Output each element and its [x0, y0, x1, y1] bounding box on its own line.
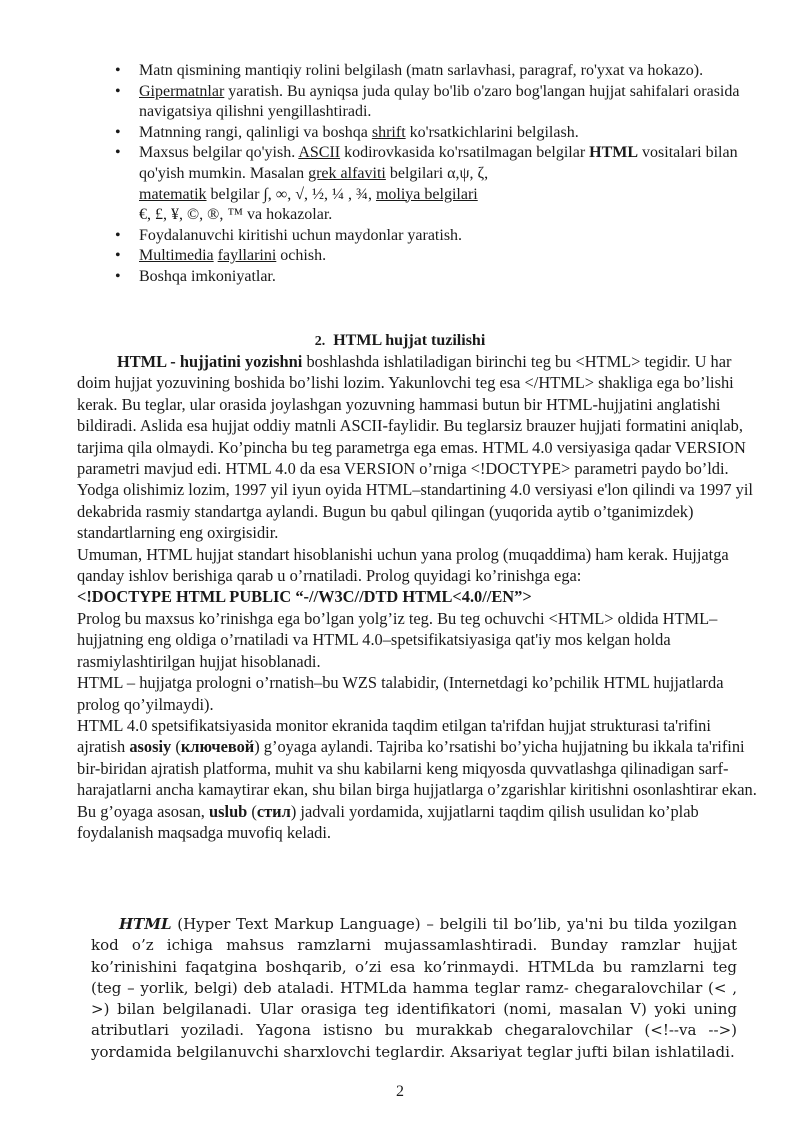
list-item: [115, 61, 745, 82]
paragraph: [77, 351, 760, 544]
list-item: [115, 267, 745, 288]
bullet-icon: •: [115, 267, 121, 285]
paragraph: Umuman, HTML hujjat standart hisoblanishi uchun yana prolog (muqaddima) ham kerak. Hujjatga qanday ishlov berishiga qarab u o’rnatiladi. Prolog quyidagi ko’rinishga ega:: [77, 544, 729, 586]
list-item: [115, 123, 745, 144]
bullet-icon: •: [115, 123, 121, 141]
list-item-text: Boshqa imkoniyatlar.: [139, 267, 276, 285]
list-item-text: kodirovkasida ko'rsatilmagan belgilar: [340, 144, 590, 162]
list-item-text: €, £, ¥, ©, ®, ™ va hokazolar.: [139, 206, 333, 224]
paragraph: Prolog bu maxsus ko’rinishga ega bo’lgan yolg’iz teg. Bu teg ochuvchi <HTML> oldida HTML–hujjatning eng oldiga o’rnatiladi va HTML 4.0–spetsifikatsiyasiga qat'iy mos kelgan holda rasmiylashtirilgan hujjat hisoblanadi.: [77, 608, 718, 671]
bold-term: asosiy: [129, 737, 172, 757]
list-item-text: Maxsus belgilar qo'yish.: [139, 144, 299, 162]
list-item-text: Matn qismining mantiqiy rolini belgilash (matn sarlavhasi, paragraf, ro'yxat va hokazo).: [139, 62, 704, 79]
paragraph-text: ) g’oyaga aylandi. Tajriba ko’rsatishi bo’yicha hujjatning bu ikkala ta'rifini bir-biridan ajratish platforma, muhit va shu kabilarni keng miqyosda quvvatlashga qilinadigan sarf-harajatlarni ancha kamaytirar ekan, shu bilan birga hujjatlarga o’zgarishlar kiritishni osonlashtirar ekan. Bu g’oyaga asosan,: [77, 737, 757, 821]
list-item-text: ko'rsatkichlarini belgilash.: [405, 123, 579, 141]
paragraph-text: (: [171, 737, 181, 757]
paragraph-text: HTML 4.0 spetsifikatsiyasida monitor ekranida taqdim etilgan ta'rifdan hujjat strukturasi ta'rifini ajratish: [77, 715, 711, 757]
list-item: [115, 226, 745, 247]
bullet-icon: •: [115, 62, 121, 79]
link-multimedia[interactable]: Multimedia: [139, 247, 214, 265]
link-moliya-belgilari[interactable]: moliya belgilari: [375, 185, 478, 203]
body-text: [77, 351, 760, 843]
bold-term: ключевой: [180, 737, 255, 757]
section-heading: [0, 332, 800, 350]
list-item: [115, 246, 745, 267]
bullet-icon: •: [115, 247, 121, 265]
definition-term: HTML: [119, 915, 172, 933]
list-item-text: ochish.: [276, 247, 327, 265]
list-item-text: Foydalanuvchi kiritishi uchun maydonlar yaratish.: [139, 226, 463, 244]
list-item-text: yaratish. Bu ayniqsa juda qulay bo'lib o'zaro bog'langan hujjat sahifalari orasida navigatsiya qilishni yengillashtiradi.: [139, 82, 740, 121]
link-grek-alfaviti[interactable]: grek alfaviti: [308, 164, 386, 182]
paragraph: [91, 914, 737, 1063]
doctype-code-text: <!DOCTYPE HTML PUBLIC “-//W3C//DTD HTML<4.0//EN”>: [77, 587, 532, 607]
paragraph: [77, 715, 760, 843]
list-item-text: vositalari bilan qo'yish mumkin. Masalan: [139, 144, 738, 182]
bold-term: uslub: [209, 801, 248, 821]
section-title: HTML hujjat tuzilishi: [333, 332, 486, 349]
bullet-icon: •: [115, 82, 121, 100]
doctype-code: [77, 586, 760, 607]
section-number: 2.: [314, 334, 326, 349]
link-ascii[interactable]: ASCII: [298, 144, 341, 162]
paragraph-text: (Hyper Text Markup Language) – belgili til bo’lib, ya'ni bu tilda yozilgan kod o’z ichiga mahsus ramzlarni mujassamlashtiradi. Bunday ramzlar hujjat ko’rinishini faqatgina boshqarib, o’zi esa ko’rinmaydi. HTMLda bu ramzlarni teg (teg – yorlik, belgi) deb ataladi. HTMLda hamma teglar ramz- chegaralovchilar (< , >) bilan belgilanadi. Ular orasiga teg identifikatori (nomi, masalan V) yoki uning atributlari yoziladi. Yagona istisno bu murakkab chegaralovchilar (<!--va -->) yordamida belgilanuvchi sharxlovchi teglardir. Aksariyat teglar jufti bilan ishlatiladi.: [91, 915, 737, 1061]
feature-list: [115, 61, 745, 288]
paragraph-text: ) jadvali yordamida, xujjatlarni taqdim qilish usulidan ko’plab foydalanish maqsadga muvofiq keladi.: [77, 801, 699, 842]
paragraph-lead: HTML - hujjatini yozishni: [117, 352, 303, 371]
link-matematik[interactable]: matematik: [139, 185, 207, 203]
list-item-text: belgilar ∫, ∞, √, ½, ¼ , ¾,: [206, 185, 376, 203]
link-fayllarini[interactable]: fayllarini: [217, 247, 277, 265]
list-item-text: belgilari α,ψ, ζ,: [385, 164, 489, 182]
html-definition-block: [91, 914, 737, 1063]
paragraph-text: boshlashda ishlatiladigan birinchi teg bu <HTML> tegidir. U har doim hujjat yozuvining boshida bo’lishi lozim. Yakunlovchi teg esa </HTML> shakliga ega bo’lishi kerak. Bu teglar, ular orasida joylashgan yozuvning hammasi butun bir HTML-hujjatini anglatishi bildiradi. Aslida esa hujjat oddiy matnli ASCII-faylidir. Bu teglarsiz brauzer hujjati formatini aniqlab, tarjima qila olmaydi. Ko’pincha bu teg parametrga ega emas. HTML 4.0 versiyasiga qadar VERSION parametri mavjud edi. HTML 4.0 da esa VERSION o’rniga <!DOCTYPE> parametri paydo bo’ldi. Yodga olishimiz lozim, 1997 yil iyun oyida HTML–standartining 4.0 versiyasi e'lon qilindi va 1997 yil dekabrida rasmiy standartga aylandi. Bugun bu qabul qilingan (yuqorida aytib o’tganimizdek) standartlarning eng oxirgisidir.: [77, 352, 753, 543]
paragraph: HTML – hujjatga prologni o’rnatish–bu WZS talabidir, (Internetdagi ko’pchilik HTML hujjatlarda prolog qo’yilmaydi).: [77, 673, 724, 714]
page-number: 2: [396, 1083, 404, 1100]
list-item: [115, 143, 745, 225]
link-shrift[interactable]: shrift: [371, 123, 406, 141]
bold-term: стил: [256, 801, 291, 821]
list-item-text: Matnning rangi, qalinligi va boshqa: [139, 123, 372, 141]
bullet-icon: •: [115, 144, 121, 162]
paragraph-text: (: [247, 801, 257, 821]
link-gipermatnlar[interactable]: Gipermatnlar: [139, 82, 225, 100]
list-item: [115, 82, 745, 123]
bold-html: HTML: [589, 144, 639, 162]
bullet-icon: •: [115, 226, 121, 244]
